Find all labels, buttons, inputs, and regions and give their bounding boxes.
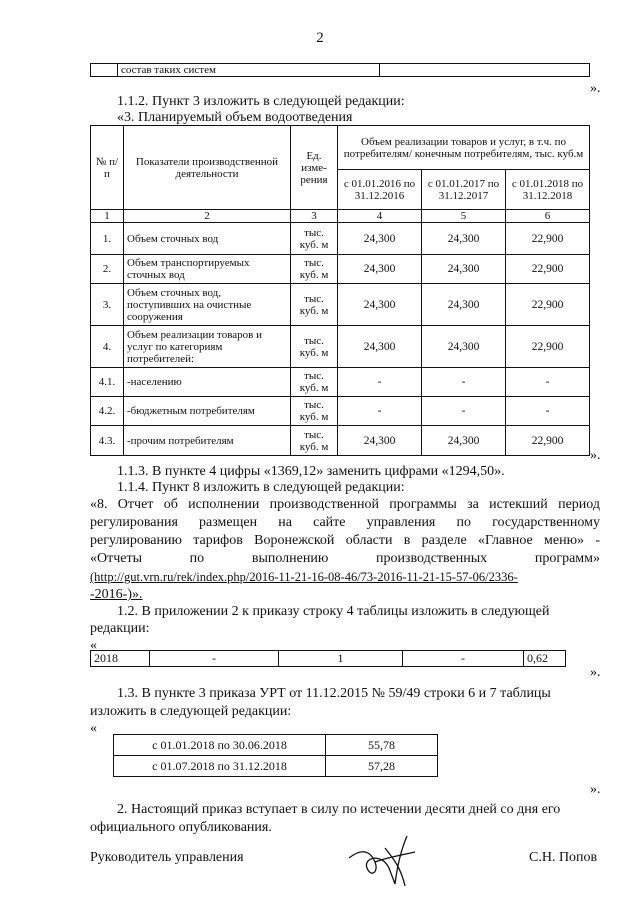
table-row [91,426,590,456]
row-value-2017: - [422,368,506,397]
t2-cell: - [403,651,524,667]
row-value-2016: 24,300 [338,326,422,368]
top-table-cell-empty [91,64,118,77]
t3-value: 57,28 [326,756,438,777]
row-num: 4.3. [91,426,124,456]
table-row [91,397,590,426]
row-name: -бюджетным потребителям [124,397,291,426]
table-row [91,326,590,368]
row-name: Объем сточных вод, поступивших на очистные сооружения [124,284,291,326]
column-number: 4 [338,210,422,223]
row-unit: тыс. куб. м [291,397,338,426]
row-num: 2. [91,255,124,284]
row-num: 4. [91,326,124,368]
paragraph-2: 2. Настоящий приказ вступает в силу по истечении десяти дней со дня его [117,802,561,817]
p8-line-3: регулированию тарифов Воронежской области в разделе «Главное меню» - [90,533,600,548]
column-number: 3 [291,210,338,223]
paragraph-1-2: 1.2. В приложении 2 к приказу строку 4 таблицы изложить в следующей [117,604,550,619]
header-num: № п/п [91,126,124,210]
table-row [91,223,590,255]
t3-period: с 01.01.2018 по 30.06.2018 [114,735,326,756]
row-num: 1. [91,223,124,255]
table-title: «3. Планируемый объем водоотведения [117,110,353,125]
column-number: 5 [422,210,506,223]
row-unit: тыс. куб. м [291,368,338,397]
p8-line-4: «Отчеты по выполнению производственных программ» [90,551,600,566]
column-number: 2 [124,210,291,223]
p8-line-2: регулирования размещен на сайте управления по государственному [90,515,600,530]
top-table-cell-empty [380,64,590,77]
main-table [90,125,590,456]
row-value-2017: 24,300 [422,326,506,368]
header-period-2017: с 01.01.2017 по 31.12.2017 [422,170,506,210]
table-row [91,651,566,667]
close-quote: ». [590,81,601,96]
table-row [114,756,438,777]
table-row [91,284,590,326]
row-unit: тыс. куб. м [291,223,338,255]
t2-value: 0,62 [524,651,566,667]
column-numbers-row [91,210,590,223]
close-quote: ». [590,782,601,797]
row-unit: тыс. куб. м [291,255,338,284]
row-num: 4.1. [91,368,124,397]
t3-value: 55,78 [326,735,438,756]
paragraph-1-1-4: 1.1.4. Пункт 8 изложить в следующей редакции: [117,480,405,495]
row-value-2018: - [506,368,590,397]
row-value-2016: - [338,368,422,397]
open-quote: « [90,721,97,736]
header-unit: Ед. изме-рения [291,126,338,210]
row-unit: тыс. куб. м [291,426,338,456]
table-row [114,735,438,756]
top-table-cell: состав таких систем [118,64,380,77]
column-number: 1 [91,210,124,223]
page-number: 2 [316,30,324,46]
p8-line-1: «8. Отчет об исполнении производственной программы за истекший период [90,497,600,512]
signature-name: С.Н. Попов [529,850,598,865]
column-number: 6 [506,210,590,223]
row-value-2016: - [338,397,422,426]
paragraph-1-3-cont: изложить в следующей редакции: [90,704,292,719]
t2-year: 2018 [91,651,150,667]
row-value-2017: 24,300 [422,284,506,326]
row-name: -населению [124,368,291,397]
report-link-end[interactable]: -2016-)». [90,587,143,602]
row-num: 4.2. [91,397,124,426]
t2-cell: - [150,651,279,667]
row-value-2018: - [506,397,590,426]
paragraph-1-3: 1.3. В пункте 3 приказа УРТ от 11.12.2015 № 59/49 строки 6 и 7 таблицы [117,686,551,701]
t3-period: с 01.07.2018 по 31.12.2018 [114,756,326,777]
row-value-2017: 24,300 [422,223,506,255]
row-unit: тыс. куб. м [291,284,338,326]
row-value-2016: 24,300 [338,426,422,456]
row-num: 3. [91,284,124,326]
row-value-2017: - [422,397,506,426]
row-name: -прочим потребителям [124,426,291,456]
paragraph-1-2-cont: редакции: [90,621,150,636]
table-row [91,255,590,284]
close-quote: ». [590,448,601,463]
paragraph-2-cont: официального опубликования. [90,820,272,835]
t2-cell: 1 [279,651,403,667]
row-value-2016: 24,300 [338,255,422,284]
paragraph-1-1-2: 1.1.2. Пункт 3 изложить в следующей редакции: [117,94,405,109]
row-value-2017: 24,300 [422,426,506,456]
row-value-2018: 22,900 [506,255,590,284]
table-3 [113,734,438,777]
row-unit: тыс. куб. м [291,326,338,368]
open-quote: « [90,638,97,653]
row-name: Объем транспортируемых сточных вод [124,255,291,284]
row-value-2018: 22,900 [506,326,590,368]
close-quote: ». [590,665,601,680]
table-row [91,368,590,397]
header-period-2018: с 01.01.2018 по 31.12.2018 [506,170,590,210]
row-value-2017: 24,300 [422,255,506,284]
top-table-fragment [90,63,590,77]
paragraph-1-1-3: 1.1.3. В пункте 4 цифры «1369,12» заменить цифрами «1294,50». [117,464,505,479]
signature-position: Руководитель управления [90,850,244,865]
row-value-2018: 22,900 [506,223,590,255]
row-value-2018: 22,900 [506,284,590,326]
table-2 [90,650,566,667]
report-link[interactable]: (http://gut.vrn.ru/rek/index.php/2016-11-21-16-08-46/73-2016-11-21-15-57-06/2336- [90,570,518,584]
header-period-2016: с 01.01.2016 по 31.12.2016 [338,170,422,210]
row-name: Объем сточных вод [124,223,291,255]
row-name: Объем реализации товаров и услуг по категориям потребителей: [124,326,291,368]
row-value-2016: 24,300 [338,284,422,326]
row-value-2018: 22,900 [506,426,590,456]
row-value-2016: 24,300 [338,223,422,255]
header-group: Объем реализации товаров и услуг, в т.ч. по потребителям/ конечным потребителям, тыс. куб.м [338,126,590,170]
handwritten-signature [345,828,425,890]
header-indicator: Показатели производственной деятельности [124,126,291,210]
